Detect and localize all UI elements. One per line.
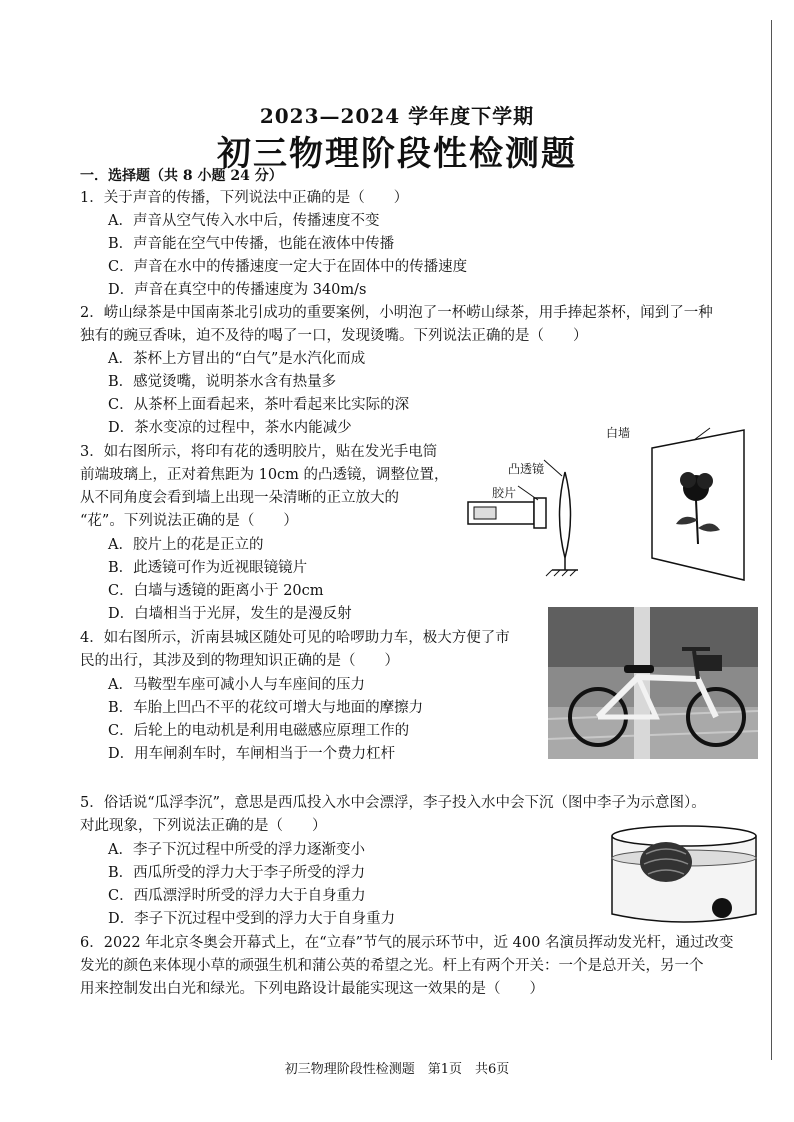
q4-option-a: A．马鞍型车座可减小人与车座间的压力: [108, 677, 365, 693]
q3-option-a: A．胶片上的花是正立的: [108, 537, 264, 553]
flashlight-switch: [474, 507, 496, 519]
q4-stem-line1: 4．如右图所示，沂南县城区随处可见的哈啰助力车，极大方便了市: [80, 630, 510, 646]
q3-option-c: C．白墙与透镜的距离小于 20cm: [108, 583, 324, 599]
q1-option-a: A．声音从空气传入水中后，传播速度不变: [108, 213, 380, 229]
q2-option-b: B．感觉烫嘴，说明茶水含有热量多: [108, 374, 337, 390]
lens-diagram: [462, 420, 762, 590]
exam-year: 2023—2024 学年度下学期: [259, 104, 535, 128]
film-pointer: [518, 486, 538, 500]
section-heading: 一．选择题（共 8 小题 24 分）: [80, 168, 283, 184]
base-hatch-3: [562, 570, 568, 576]
q6-stem-line1: 6．2022 年北京冬奥会开幕式上，在“立春”节气的展示环节中，近 400 名演员挥动发光杆，通过改变: [80, 935, 734, 951]
lens-pointer: [544, 460, 562, 476]
beaker-diagram: [608, 822, 760, 930]
q5-option-a: A．李子下沉过程中所受的浮力逐渐变小: [108, 842, 365, 858]
base-hatch-2: [554, 570, 560, 576]
q5-stem-line1: 5．俗话说“瓜浮李沉”，意思是西瓜投入水中会漂浮，李子投入水中会下沉（图中李子为示意图）。: [80, 795, 706, 811]
figure-beaker: [608, 822, 760, 930]
q1-option-d: D．声音在真空中的传播速度为 340m/s: [108, 282, 367, 298]
q2-option-a: A．茶杯上方冒出的“白气”是水汽化而成: [108, 351, 366, 367]
flower-petal-2: [697, 473, 713, 489]
convex-lens: [560, 472, 571, 558]
flower-petal-1: [680, 472, 696, 488]
lens-label: 凸透镜: [508, 462, 545, 476]
q4-stem-line2: 民的出行，其涉及到的物理知识正确的是（ ）: [80, 653, 399, 669]
q6-stem-line3: 用来控制发出白光和绿光。下列电路设计最能实现这一效果的是（ ）: [80, 981, 544, 997]
page-edge-rule: [771, 20, 772, 1060]
q4-option-d: D．用车闸刹车时，车闸相当于一个费力杠杆: [108, 746, 396, 762]
photo-trees: [548, 607, 758, 667]
q6-stem-line2: 发光的颜色来体现小草的顽强生机和蒲公英的希望之光。杆上有两个开关：一个是总开关，另一个: [80, 958, 704, 974]
base-hatch-1: [546, 570, 552, 576]
bike-seat: [624, 665, 654, 673]
q2-stem-line2: 独有的豌豆香味，迫不及待的喝了一口，发现烫嘴。下列说法正确的是（ ）: [80, 328, 588, 344]
q1-stem: 1．关于声音的传播，下列说法中正确的是（ ）: [80, 190, 409, 206]
q4-option-c: C．后轮上的电动机是利用电磁感应原理工作的: [108, 723, 410, 739]
wall-label: 白墙: [606, 426, 631, 440]
page-footer: 初三物理阶段性检测题 第1页 共6页: [284, 1062, 510, 1077]
plum-icon: [712, 898, 732, 918]
figure-bicycle-photo: [548, 607, 758, 759]
figure-lens-setup: [462, 420, 762, 590]
bike-basket: [696, 655, 722, 671]
bicycle-image: [548, 607, 758, 759]
flashlight-head: [534, 498, 546, 528]
exam-title: 初三物理阶段性检测题: [217, 134, 577, 174]
q2-option-d: D．茶水变凉的过程中，茶水内能减少: [108, 420, 352, 436]
q5-stem-line2: 对此现象，下列说法正确的是（ ）: [80, 818, 327, 834]
q1-option-c: C．声音在水中的传播速度一定大于在固体中的传播速度: [108, 259, 468, 275]
white-wall: [652, 430, 744, 580]
q5-option-b: B．西瓜所受的浮力大于李子所受的浮力: [108, 865, 366, 881]
q3-option-b: B．此透镜可作为近视眼镜镜片: [108, 560, 308, 576]
q5-option-d: D．李子下沉过程中受到的浮力大于自身重力: [108, 911, 396, 927]
q2-option-c: C．从茶杯上面看起来，茶叶看起来比实际的深: [108, 397, 410, 413]
q3-stem-line1: 3．如右图所示，将印有花的透明胶片，贴在发光手电筒: [80, 444, 438, 460]
q1-option-b: B．声音能在空气中传播，也能在液体中传播: [108, 236, 395, 252]
q3-stem-line3: 从不同角度会看到墙上出现一朵清晰的正立放大的: [80, 490, 399, 506]
q5-option-c: C．西瓜漂浮时所受的浮力大于自身重力: [108, 888, 366, 904]
q3-option-d: D．白墙相当于光屏，发生的是漫反射: [108, 606, 352, 622]
q4-option-b: B．车胎上凹凸不平的花纹可增大与地面的摩擦力: [108, 700, 424, 716]
base-hatch-4: [570, 570, 576, 576]
q3-stem-line4: “花”。下列说法正确的是（ ）: [80, 513, 298, 529]
beaker-rim: [612, 826, 756, 846]
q3-stem-line2: 前端玻璃上，正对着焦距为 10cm 的凸透镜，调整位置，: [80, 467, 449, 483]
q2-stem-line1: 2．崂山绿茶是中国南茶北引成功的重要案例，小明泡了一杯崂山绿茶，用手捧起茶杯，闻到了一种: [80, 305, 713, 321]
film-label: 胶片: [492, 486, 517, 500]
